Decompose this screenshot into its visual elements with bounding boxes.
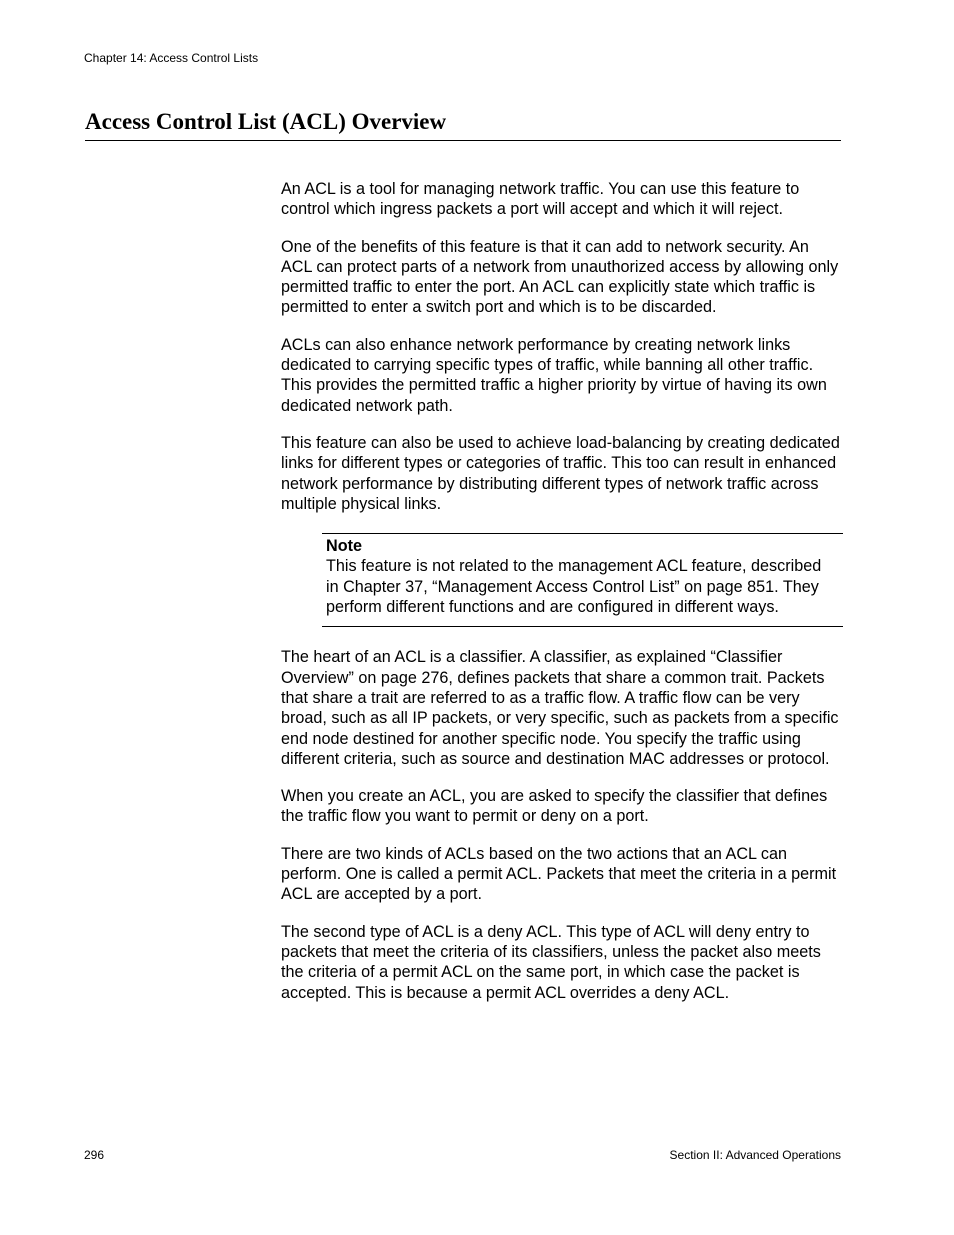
paragraph-acl-security: One of the benefits of this feature is that it can add to network security. An ACL can protect parts of a network from unauthorized access by allowing only permitted traffic to enter the port. An ACL can explicitly state which traffic is permitted to enter a switch port and which is to be discarded. xyxy=(281,237,839,317)
paragraph-classifier: The heart of an ACL is a classifier. A classifier, as explained “Classifier Overview” on page 276, defines packets that share a common trait. Packets that share a trait are referred to as a traffic flow. A traffic flow can be very broad, such as all IP packets, or very specific, such as packets from a specific end node destined for another specific node. You specify the traffic using different criteria, such as source and destination MAC addresses or protocol. xyxy=(281,648,839,768)
footer-section-name: Section II: Advanced Operations xyxy=(669,1148,841,1162)
paragraph-create-acl: When you create an ACL, you are asked to specify the classifier that defines the traffic flow you want to permit or deny on a port. xyxy=(281,787,828,826)
footer-page-number: 296 xyxy=(84,1148,105,1162)
title-rule xyxy=(85,140,841,141)
note-text: This feature is not related to the management ACL feature, described in Chapter 37, “Management Access Control List” on page 851. They perform different functions and are configured in different ways. xyxy=(326,557,822,617)
section-title: Access Control List (ACL) Overview xyxy=(85,109,447,134)
paragraph-acl-performance: ACLs can also enhance network performance by creating network links dedicated to carrying specific types of traffic, while banning all other traffic. This provides the permitted traffic a higher priority by virtue of having its own dedicated network path. xyxy=(281,335,827,415)
note-label: Note xyxy=(326,537,362,556)
paragraph-acl-load-balancing: This feature can also be used to achieve load-balancing by creating dedicated links for different types or categories of traffic. This too can result in enhanced network performance by distributing different types of network traffic across multiple physical links. xyxy=(281,433,840,513)
paragraph-permit-acl: There are two kinds of ACLs based on the two actions that an ACL can perform. One is called a permit ACL. Packets that meet the criteria in a permit ACL are accepted by a port. xyxy=(281,844,837,904)
paragraph-deny-acl: The second type of ACL is a deny ACL. This type of ACL will deny entry to packets that meet the criteria of its classifiers, unless the packet also meets the criteria of a permit ACL on the same port, in which case the packet is accepted. This is because a permit ACL overrides a deny ACL. xyxy=(281,922,821,1002)
paragraph-acl-intro: An ACL is a tool for managing network traffic. You can use this feature to control which ingress packets a port will accept and which it will reject. xyxy=(281,180,800,219)
note-box xyxy=(322,533,843,627)
running-header-chapter: Chapter 14: Access Control Lists xyxy=(84,51,259,65)
body-text xyxy=(281,179,843,1020)
